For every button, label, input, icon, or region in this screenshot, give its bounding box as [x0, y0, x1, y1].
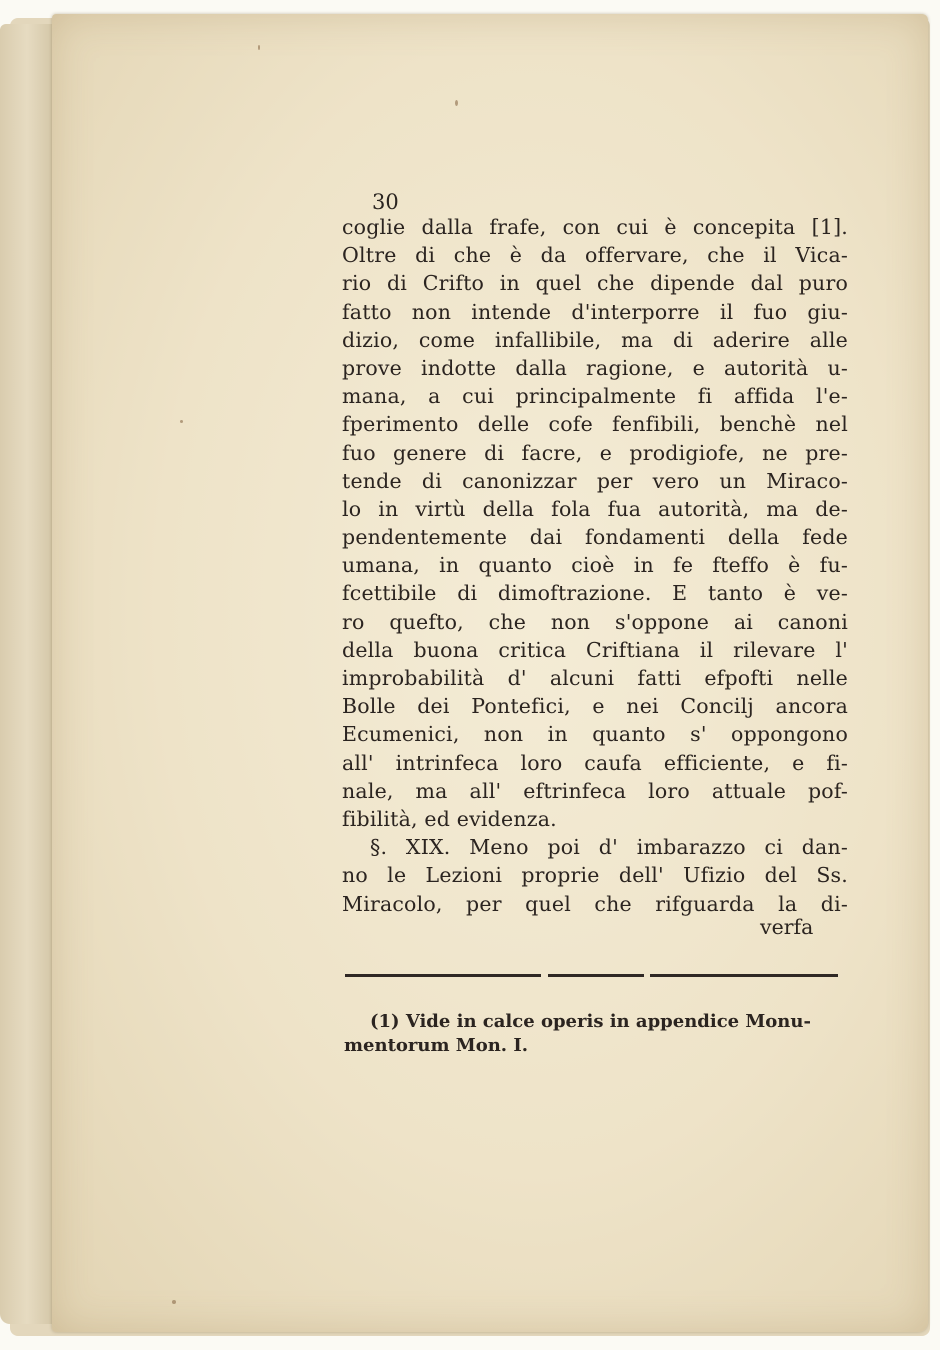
text-line: coglie dalla frafe, con cui è concepita [1]. [342, 215, 848, 239]
text-line: Bolle dei Pontefici, e nei Concilj ancora [342, 694, 848, 719]
text-line: fuo genere di facre, e prodigiofe, ne pre- [342, 440, 848, 465]
footnote-line: (1) Vide in calce operis in appendice Monu- [370, 1011, 811, 1032]
text-line: improbabilità d' alcuni fatti efpofti nelle [342, 666, 848, 690]
text-line: lo in virtù della fola fua autorità, ma de- [342, 496, 848, 521]
text-line: nale, ma all' eftrinfeca loro attuale pof- [342, 778, 848, 803]
paper-speck [258, 45, 260, 50]
text-line: fcettibile di dimoftrazione. E tanto è ve- [342, 581, 848, 606]
text-line: fibilità, ed evidenza. [342, 806, 557, 831]
section-line: §. XIX. Meno poi d' imbarazzo ci dan- [370, 835, 848, 860]
text-line: pendentemente dai fondamenti della fede [342, 525, 848, 550]
text-line: della buona critica Criftiana il rilevare l' [342, 637, 848, 662]
footnote-line: mentorum Mon. I. [344, 1035, 529, 1056]
body-text [342, 213, 848, 918]
text-line: all' intrinfeca loro caufa efficiente, e fi- [342, 750, 848, 775]
text-line: fatto non intende d'interporre il fuo giu- [342, 299, 848, 324]
footnote-rule [650, 974, 838, 977]
paper-speck [180, 420, 183, 423]
footnote-rule [345, 974, 541, 977]
paper-speck [172, 1300, 176, 1304]
text-line: no le Lezioni proprie dell' Ufizio del Ss. [342, 863, 848, 888]
paper-speck [455, 100, 458, 106]
footnote [344, 1010, 850, 1058]
page-number: 30 [372, 190, 399, 214]
text-line: dizio, come infallibile, ma di aderire alle [342, 327, 848, 352]
text-line: Miracolo, per quel che rifguarda la di- [342, 891, 848, 916]
text-line: fperimento delle cofe fenfibili, benchè nel [342, 412, 848, 437]
catchword: verfa [760, 915, 814, 939]
text-line: Oltre di che è da offervare, che il Vica- [342, 243, 848, 268]
text-line: umana, in quanto cioè in fe fteffo è fu- [342, 553, 848, 578]
spine-edge [0, 24, 60, 1324]
text-line: rio di Crifto in quel che dipende dal puro [342, 271, 848, 296]
footnote-rule [548, 974, 644, 977]
text-line: ro quefto, che non s'oppone ai canoni [342, 609, 848, 634]
text-line: Ecumenici, non in quanto s' oppongono [342, 722, 848, 747]
text-line: tende di canonizzar per vero un Miraco- [342, 468, 848, 493]
text-line: prove indotte dalla ragione, e autorità u- [342, 355, 848, 380]
text-line: mana, a cui principalmente fi affida l'e- [342, 384, 848, 409]
